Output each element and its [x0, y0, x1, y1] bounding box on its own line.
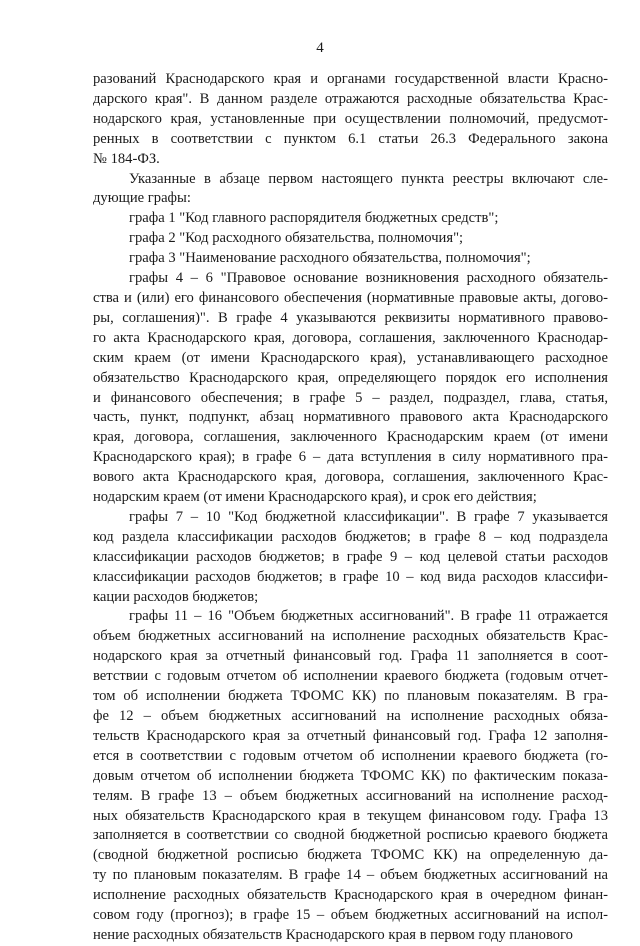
- text-line: телям. В графе 13 – объем бюджетных ассигнований на исполнение расход-: [93, 787, 608, 804]
- paragraph: [93, 508, 608, 608]
- paragraph: [93, 70, 608, 170]
- text-line: графа 3 "Наименование расходного обязательства, полномочия";: [129, 250, 531, 267]
- text-line: графы 4 – 6 "Правовое основание возникновения расходного обязатель-: [129, 270, 608, 287]
- text-line: графа 2 "Код расходного обязательства, полномочия";: [129, 230, 464, 247]
- paragraph: [93, 170, 608, 210]
- text-line: и финансового обеспечения; в графе 5 – раздел, подраздел, глава, статья,: [93, 389, 608, 406]
- paragraph: [93, 229, 608, 249]
- text-line: го акта Краснодарского края, договора, соглашения, заключенного Краснодар-: [93, 329, 608, 346]
- text-line: ры, соглашения)". В графе 4 указываются реквизиты нормативного правово-: [93, 309, 608, 326]
- text-line: нодарского края за отчетный финансовый год. Графа 11 заполняется в соот-: [93, 648, 608, 665]
- text-line: разований Краснодарского края и органами государственной власти Красно-: [93, 71, 608, 87]
- paragraph: [93, 607, 608, 945]
- text-line: нодарским краем (от имени Краснодарского края), и срок его действия;: [93, 489, 537, 506]
- text-line: графа 1 "Код главного распорядителя бюджетных средств";: [129, 210, 499, 227]
- paragraph: [93, 249, 608, 269]
- text-line: фе 12 – объем бюджетных ассигнований на исполнение расходных обяза-: [93, 708, 608, 724]
- paragraph: [93, 209, 608, 229]
- text-line: (сводной бюджетной росписью бюджета ТФОМС КК) на определенную да-: [93, 847, 608, 864]
- text-line: объем бюджетных ассигнований на исполнение расходных обязательств Крас-: [93, 628, 608, 645]
- text-line: ется в соответствии с годовым отчетом об исполнении краевого бюджета (го-: [93, 747, 608, 764]
- text-line: совом году (прогноз); в графе 15 – объем бюджетных ассигнований на испол-: [93, 907, 608, 924]
- text-line: код раздела классификации расходов бюджетов; в графе 8 – код подраздела: [93, 528, 608, 545]
- text-line: том об исполнении бюджета ТФОМС КК) по плановым показателям. В гра-: [93, 688, 608, 705]
- text-line: ту по плановым показателям. В графе 14 – объем бюджетных ассигнований на: [93, 867, 608, 884]
- text-line: ства и (или) его финансового обеспечения (нормативные правовые акты, догово-: [93, 289, 608, 306]
- text-line: вового акта Краснодарского края, договора, соглашения, заключенного Крас-: [93, 469, 608, 486]
- text-line: нение расходных обязательств Краснодарского края в первом году планового: [93, 926, 573, 943]
- document-body: [93, 70, 608, 946]
- text-line: нодарского края, установленные при осуществлении полномочий, предусмот-: [93, 110, 608, 127]
- text-line: заполняется в соответствии со сводной бюджетной росписью краевого бюджета: [93, 827, 608, 844]
- text-line: тельств Краснодарского края за отчетный финансовый год. Графа 12 заполня-: [93, 727, 608, 744]
- text-line: ренных в соответствии с пунктом 6.1 статьи 26.3 Федерального закона: [93, 130, 608, 147]
- text-line: часть, пункт, подпункт, абзац нормативного правового акта Краснодарского: [93, 409, 608, 426]
- text-line: дующие графы:: [93, 190, 191, 207]
- text-line: дарского края". В данном разделе отражаются расходные обязательства Крас-: [93, 90, 608, 107]
- text-line: ных обязательств Краснодарского края в текущем финансовом году. Графа 13: [93, 807, 608, 824]
- text-line: кации расходов бюджетов;: [93, 588, 259, 605]
- text-line: классификации расходов бюджетов; в графе 9 – код целевой статьи расходов: [93, 548, 608, 565]
- page-number: 4: [316, 40, 324, 56]
- text-line: классификации расходов бюджетов; в графе 10 – код вида расходов классифи-: [93, 568, 608, 585]
- text-line: исполнение расходных обязательств Краснодарского края в очередном финан-: [93, 887, 608, 904]
- text-line: № 184-ФЗ.: [93, 150, 160, 167]
- paragraph: [93, 269, 608, 508]
- text-line: Краснодарского края); в графе 6 – дата вступления в силу нормативного пра-: [93, 449, 608, 466]
- text-line: графы 7 – 10 "Код бюджетной классификации". В графе 7 указывается: [129, 508, 608, 525]
- text-line: довым отчетом об исполнении бюджета ТФОМС КК) по фактическим показа-: [93, 767, 608, 784]
- text-line: ским краем (от имени Краснодарского края), устанавливающего расходное: [93, 349, 608, 366]
- text-line: края, договора, соглашения, заключенного Краснодарским краем (от имени: [93, 429, 608, 446]
- text-line: графы 11 – 16 "Объем бюджетных ассигнований". В графе 11 отражается: [129, 608, 608, 625]
- text-line: ветствии с годовым отчетом об исполнении краевого бюджета (годовым отчет-: [93, 668, 608, 685]
- text-line: обязательство Краснодарского края, определяющего порядок его исполнения: [93, 369, 608, 386]
- text-line: Указанные в абзаце первом настоящего пункта реестры включают сле-: [129, 170, 608, 187]
